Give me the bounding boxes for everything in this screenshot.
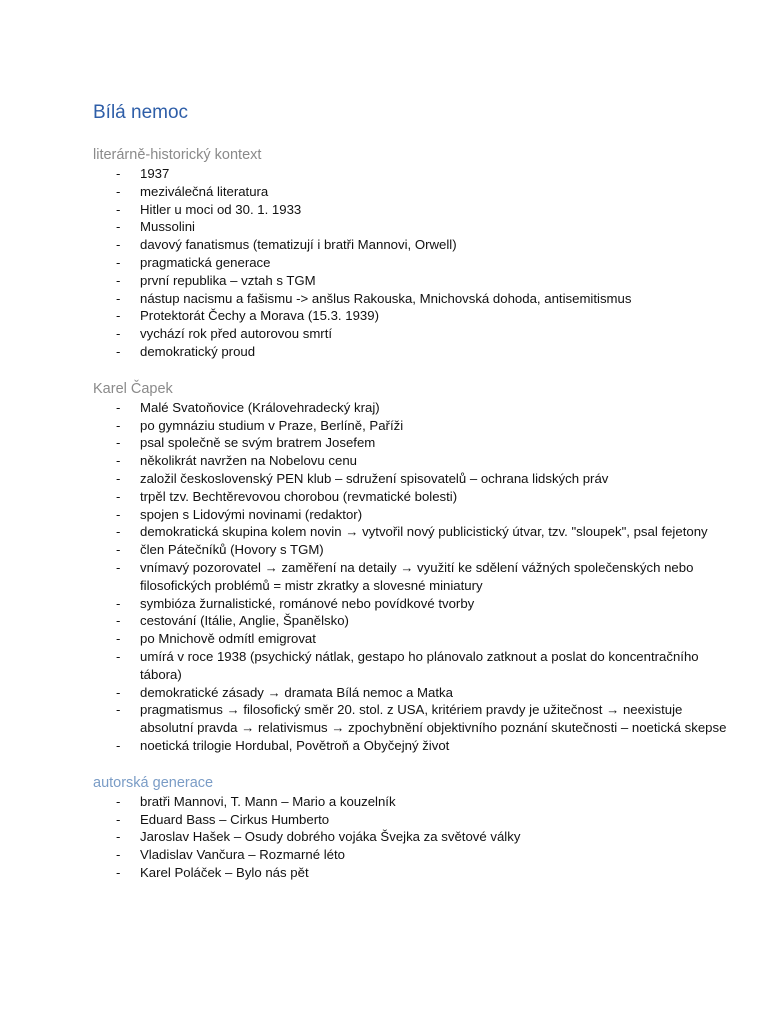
- bullet-list: [93, 165, 733, 361]
- list-item-text: vychází rok před autorovou smrtí: [140, 326, 333, 342]
- list-item-text: pragmatismus → filosofický směr 20. stol. z USA, kritériem pravdy je užitečnost → neexistuje absolutní pravda → relativismus → zpochybnění objektivního poznání skutečnosti – noetická skepse: [140, 702, 727, 736]
- list-item-text: po Mnichově odmítl emigrovat: [140, 631, 316, 647]
- list-item: [93, 846, 733, 864]
- list-item: [93, 828, 733, 846]
- list-item: [93, 290, 733, 308]
- list-item: [93, 399, 733, 417]
- bullet-dash: -: [116, 559, 121, 575]
- list-item-text: meziválečná literatura: [140, 183, 269, 199]
- list-item: [93, 612, 733, 630]
- list-item: [93, 183, 733, 201]
- bullet-dash: -: [116, 453, 121, 469]
- list-item-text: demokratické zásady → dramata Bílá nemoc a Matka: [140, 684, 453, 700]
- bullet-dash: -: [116, 793, 121, 809]
- list-item: [93, 325, 733, 343]
- bullet-dash: -: [116, 272, 121, 288]
- list-item: [93, 236, 733, 254]
- list-item-text: umírá v roce 1938 (psychický nátlak, gestapo ho plánovalo zatknout a poslat do koncentračního tábora): [140, 648, 699, 682]
- list-item-text: po gymnáziu studium v Praze, Berlíně, Paříži: [140, 417, 404, 433]
- bullet-dash: -: [116, 201, 121, 217]
- list-item-text: spojen s Lidovými novinami (redaktor): [140, 506, 363, 522]
- list-item: [93, 595, 733, 613]
- list-item-text: člen Pátečníků (Hovory s TGM): [140, 542, 324, 558]
- list-item-text: demokratická skupina kolem novin → vytvořil nový publicistický útvar, tzv. "sloupek", psal fejetony: [140, 524, 708, 540]
- bullet-dash: -: [116, 648, 121, 664]
- list-item: [93, 218, 733, 236]
- bullet-dash: -: [116, 219, 121, 235]
- section-heading: autorská generace: [93, 774, 214, 791]
- bullet-dash: -: [116, 254, 121, 270]
- list-item-text: Vladislav Vančura – Rozmarné léto: [140, 847, 345, 863]
- list-item: [93, 307, 733, 325]
- list-item: [93, 648, 733, 684]
- bullet-dash: -: [116, 488, 121, 504]
- bullet-dash: -: [116, 847, 121, 863]
- bullet-dash: -: [116, 631, 121, 647]
- list-item: [93, 559, 733, 595]
- list-item-text: psal společně se svým bratrem Josefem: [140, 435, 376, 451]
- list-item: [93, 343, 733, 361]
- list-item-text: několikrát navržen na Nobelovu cenu: [140, 453, 357, 469]
- list-item-text: Mussolini: [140, 219, 195, 235]
- list-item-text: nástup nacismu a fašismu -> anšlus Rakouska, Mnichovská dohoda, antisemitismus: [140, 290, 632, 306]
- list-item-text: první republika – vztah s TGM: [140, 272, 316, 288]
- bullet-dash: -: [116, 702, 121, 718]
- list-item-text: Eduard Bass – Cirkus Humberto: [140, 811, 330, 827]
- list-item-text: symbióza žurnalistické, románové nebo povídkové tvorby: [140, 595, 475, 611]
- list-item-text: Protektorát Čechy a Morava (15.3. 1939): [140, 308, 379, 324]
- list-item: [93, 452, 733, 470]
- list-item-text: pragmatická generace: [140, 254, 271, 270]
- document-page: [93, 101, 733, 882]
- list-item: [93, 864, 733, 882]
- list-item: [93, 523, 733, 541]
- bullet-dash: -: [116, 737, 121, 753]
- list-item-text: 1937: [140, 166, 170, 181]
- bullet-dash: -: [116, 524, 121, 540]
- list-item: [93, 684, 733, 702]
- bullet-dash: -: [116, 613, 121, 629]
- bullet-dash: -: [116, 542, 121, 558]
- bullet-dash: -: [116, 829, 121, 845]
- list-item: [93, 630, 733, 648]
- list-item: [93, 793, 733, 811]
- bullet-dash: -: [116, 308, 121, 324]
- list-item-text: založil československý PEN klub – sdružení spisovatelů – ochrana lidských práv: [140, 470, 609, 486]
- bullet-dash: -: [116, 399, 121, 415]
- section-heading: Karel Čapek: [93, 380, 173, 397]
- bullet-dash: -: [116, 343, 121, 359]
- list-item-text: vnímavý pozorovatel → zaměření na detaily → využití ke sdělení vážných společenských nebo filosofických problémů = mistr zkratky a slovesné miniatury: [140, 559, 694, 593]
- bullet-dash: -: [116, 506, 121, 522]
- section-historical-context: [93, 145, 733, 361]
- section-heading: literárně-historický kontext: [93, 147, 262, 163]
- list-item: [93, 165, 733, 183]
- section-author: [93, 379, 733, 755]
- list-item-text: bratři Mannovi, T. Mann – Mario a kouzelník: [140, 793, 396, 809]
- list-item-text: davový fanatismus (tematizují i bratři Mannovi, Orwell): [140, 237, 457, 253]
- list-item: [93, 488, 733, 506]
- list-item: [93, 272, 733, 290]
- bullet-dash: -: [116, 183, 121, 199]
- list-item: [93, 201, 733, 219]
- list-item-text: Jaroslav Hašek – Osudy dobrého vojáka Švejka za světové války: [140, 829, 521, 845]
- list-item-text: Karel Poláček – Bylo nás pět: [140, 864, 309, 880]
- list-item: [93, 506, 733, 524]
- bullet-dash: -: [116, 435, 121, 451]
- bullet-dash: -: [116, 470, 121, 486]
- bullet-dash: -: [116, 237, 121, 253]
- list-item: [93, 541, 733, 559]
- bullet-dash: -: [116, 326, 121, 342]
- list-item-text: demokratický proud: [140, 343, 256, 359]
- bullet-dash: -: [116, 811, 121, 827]
- section-generation: [93, 773, 733, 882]
- list-item-text: trpěl tzv. Bechtěrevovou chorobou (revmatické bolesti): [140, 488, 458, 504]
- list-item-text: Hitler u moci od 30. 1. 1933: [140, 201, 302, 217]
- bullet-dash: -: [116, 290, 121, 306]
- bullet-dash: -: [116, 166, 121, 181]
- bullet-list: [93, 399, 733, 755]
- list-item-text: Malé Svatoňovice (Královehradecký kraj): [140, 399, 380, 415]
- bullet-dash: -: [116, 684, 121, 700]
- bullet-dash: -: [116, 417, 121, 433]
- list-item-text: cestování (Itálie, Anglie, Španělsko): [140, 613, 349, 629]
- document-title: Bílá nemoc: [93, 102, 189, 123]
- bullet-dash: -: [116, 595, 121, 611]
- list-item: [93, 470, 733, 488]
- list-item-text: noetická trilogie Hordubal, Povětroň a Obyčejný život: [140, 737, 450, 753]
- list-item: [93, 811, 733, 829]
- bullet-dash: -: [116, 864, 121, 880]
- list-item: [93, 417, 733, 435]
- list-item: [93, 254, 733, 272]
- list-item: [93, 701, 733, 737]
- list-item: [93, 737, 733, 755]
- bullet-list: [93, 793, 733, 882]
- list-item: [93, 434, 733, 452]
